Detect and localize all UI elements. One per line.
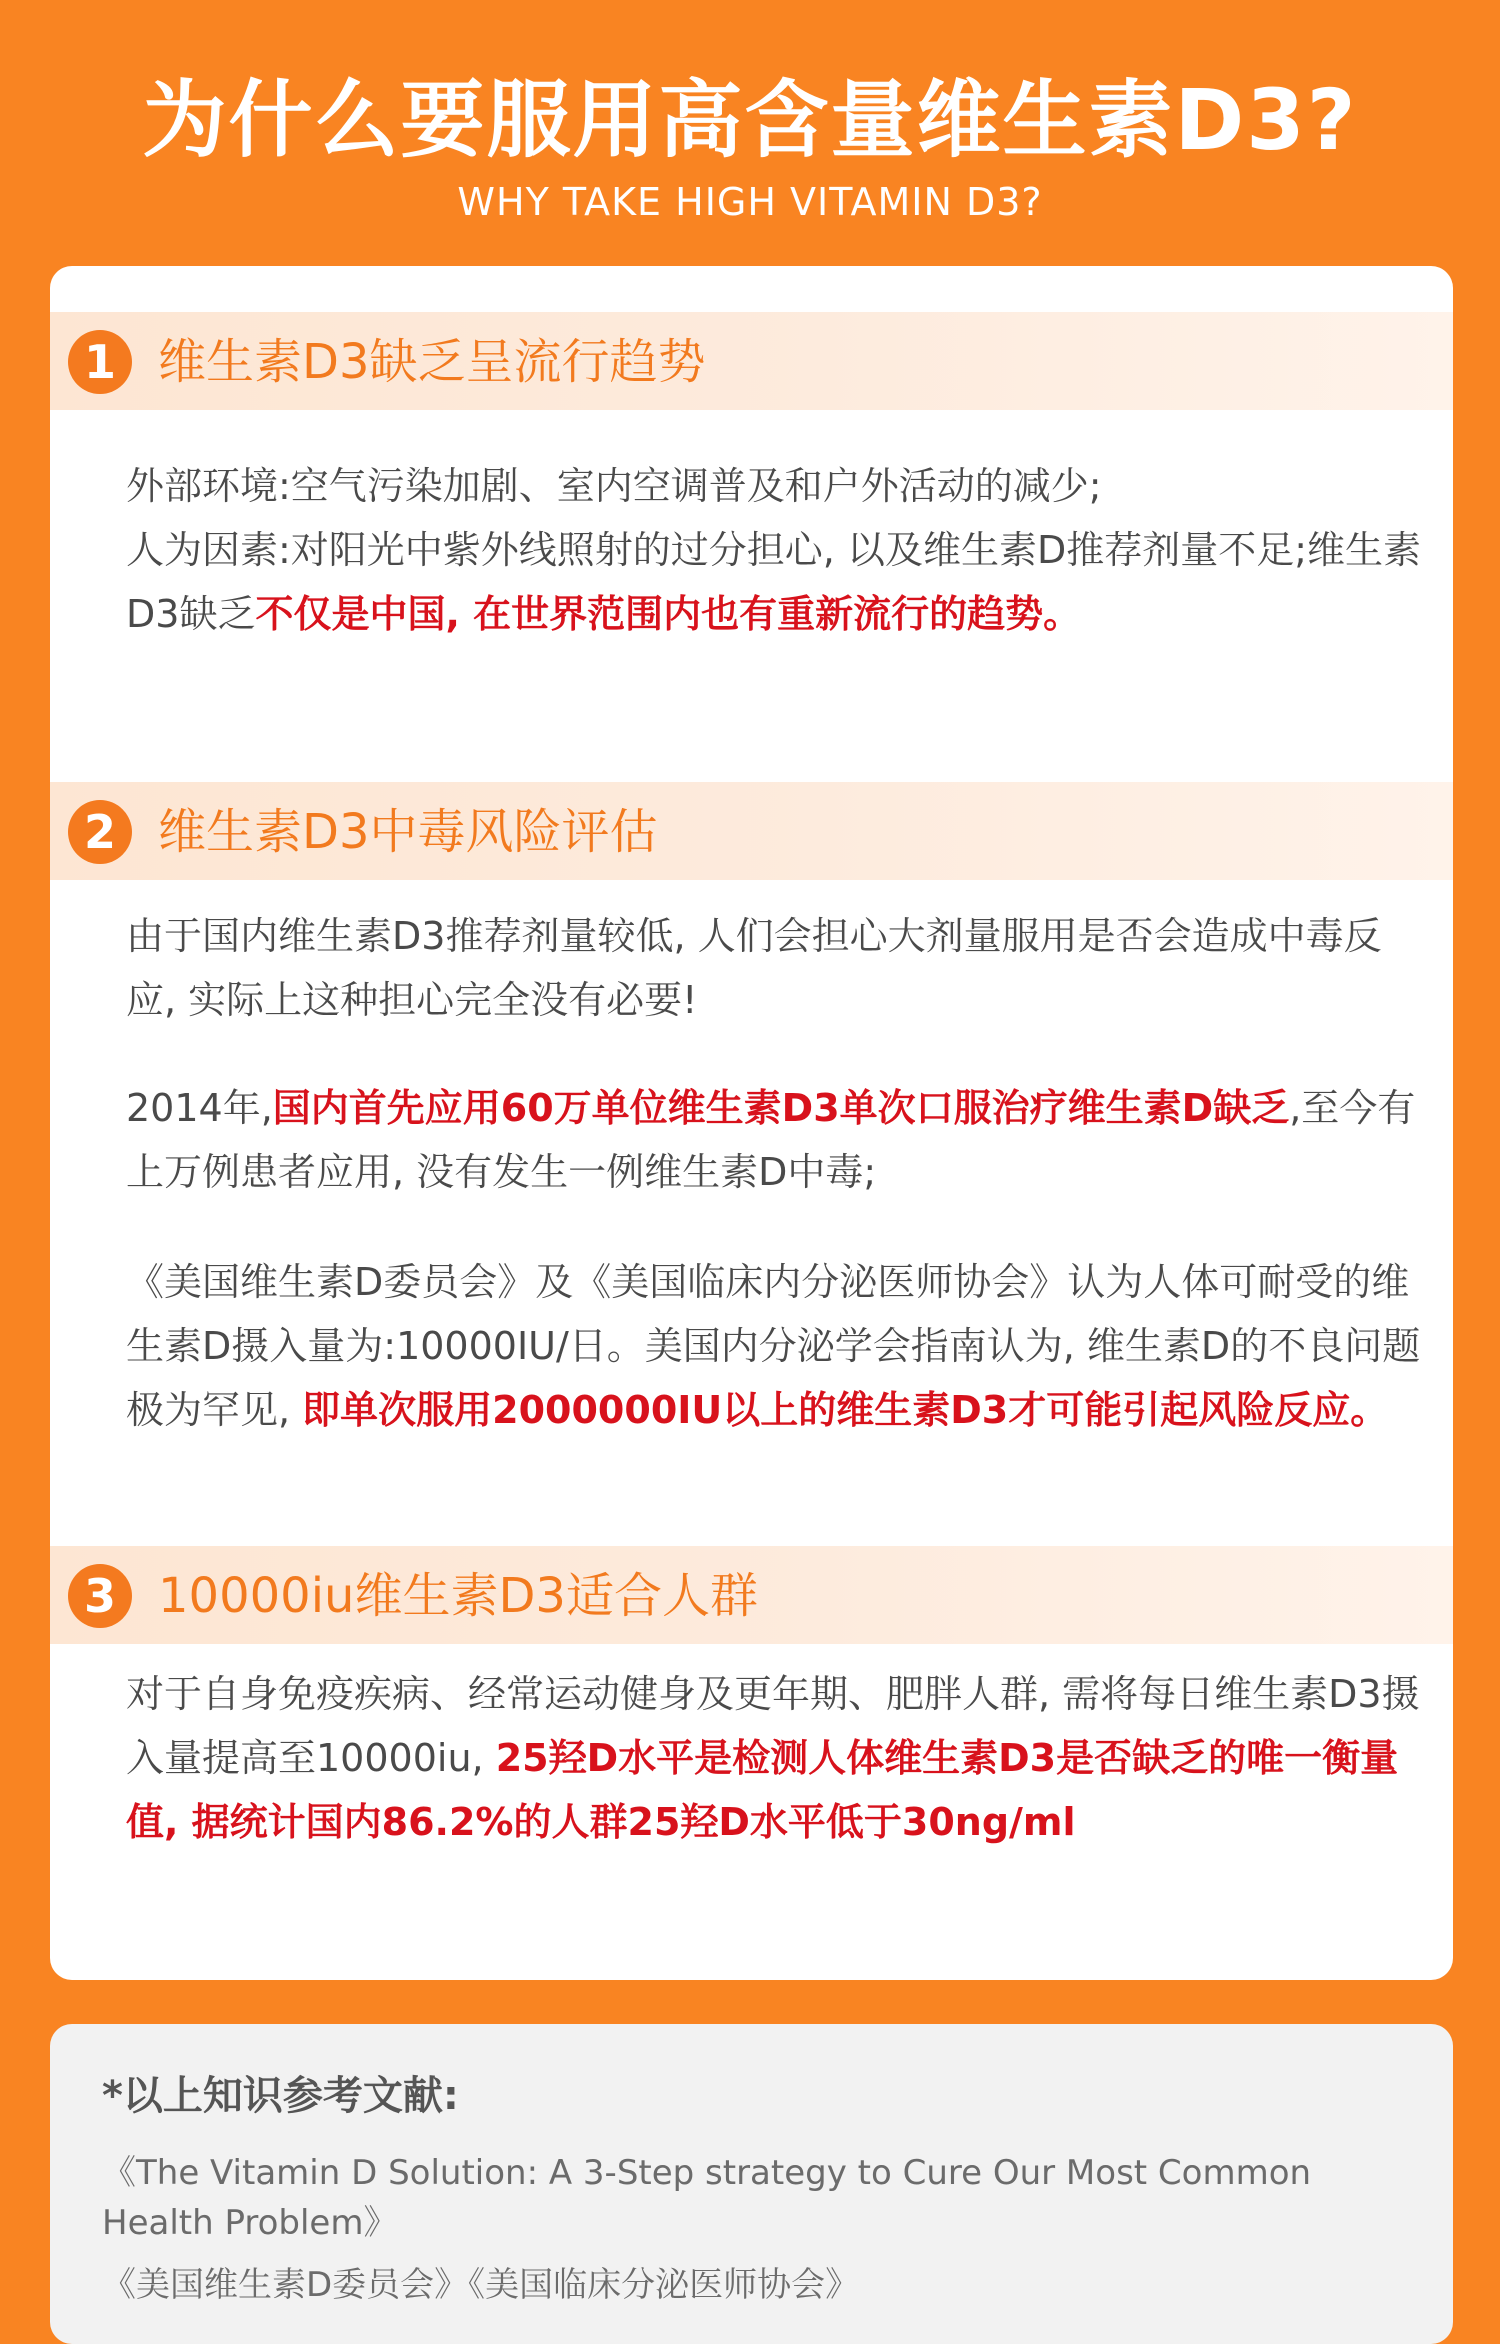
section-1-paragraph-1 xyxy=(126,454,1426,646)
references-title: *以上知识参考文献: xyxy=(102,2073,459,2119)
text-segment: 2014年, xyxy=(126,1086,273,1130)
references-box xyxy=(50,2024,1453,2344)
reference-item: 《美国维生素D委员会》《美国临床分泌医师协会》 xyxy=(102,2265,860,2305)
emphasis-text: 不仅是中国, 在世界范围内也有重新流行的趋势。 xyxy=(255,592,1082,636)
text-segment: 外部环境:空气污染加剧、室内空调普及和户外活动的减少; 人为因素:对阳光中紫外线照射的过分担心, 以及维生素D推荐剂量不足;维生素D3缺乏 xyxy=(126,464,1422,636)
section-2-number-badge: 2 xyxy=(68,800,132,864)
emphasis-text: 25羟D水平是检测人体维生素D3是否缺乏的唯一衡量值, 据统计国内86.2%的人群25羟D水平低于30ng/ml xyxy=(126,1736,1399,1844)
section-1-header xyxy=(50,312,1453,410)
section-1-number-badge: 1 xyxy=(68,330,132,394)
section-3-header xyxy=(50,1546,1453,1644)
reference-item: 《The Vitamin D Solution: A 3-Step strategy to Cure Our Most Common Health Problem》 xyxy=(102,2153,1312,2243)
emphasis-text: 国内首先应用60万单位维生素D3单次口服治疗维生素D缺乏 xyxy=(272,1086,1290,1130)
page-header xyxy=(0,0,1500,224)
page-title: 为什么要服用高含量维生素D3? xyxy=(142,71,1358,169)
section-2-title: 维生素D3中毒风险评估 xyxy=(158,804,658,860)
section-2-paragraph-1 xyxy=(126,904,1426,1032)
section-3-title: 10000iu维生素D3适合人群 xyxy=(158,1568,758,1624)
section-2-paragraph-3 xyxy=(126,1250,1426,1442)
text-segment: 对于自身免疫疾病、经常运动健身及更年期、肥胖人群, 需将每日维生素D3摄入量提高至10000iu, xyxy=(126,1672,1420,1780)
text-segment: 由于国内维生素D3推荐剂量较低, 人们会担心大剂量服用是否会造成中毒反应, 实际上这种担心完全没有必要! xyxy=(126,914,1382,1022)
text-segment: ,至今有上万例患者应用, 没有发生一例维生素D中毒; xyxy=(126,1086,1416,1194)
section-2-header xyxy=(50,782,1453,880)
emphasis-text: 即单次服用2000000IU以上的维生素D3才可能引起风险反应。 xyxy=(302,1388,1389,1432)
section-3-number-badge: 3 xyxy=(68,1564,132,1628)
section-2-paragraph-2 xyxy=(126,1076,1426,1204)
section-1-title: 维生素D3缺乏呈流行趋势 xyxy=(158,334,706,390)
info-card xyxy=(50,266,1453,1980)
text-segment: 《美国维生素D委员会》及《美国临床内分泌医师协会》认为人体可耐受的维生素D摄入量为:10000IU/日。美国内分泌学会指南认为, 维生素D的不良问题极为罕见, xyxy=(126,1260,1421,1432)
page-subtitle: WHY TAKE HIGH VITAMIN D3? xyxy=(457,180,1043,224)
section-3-paragraph-1 xyxy=(126,1662,1426,1854)
